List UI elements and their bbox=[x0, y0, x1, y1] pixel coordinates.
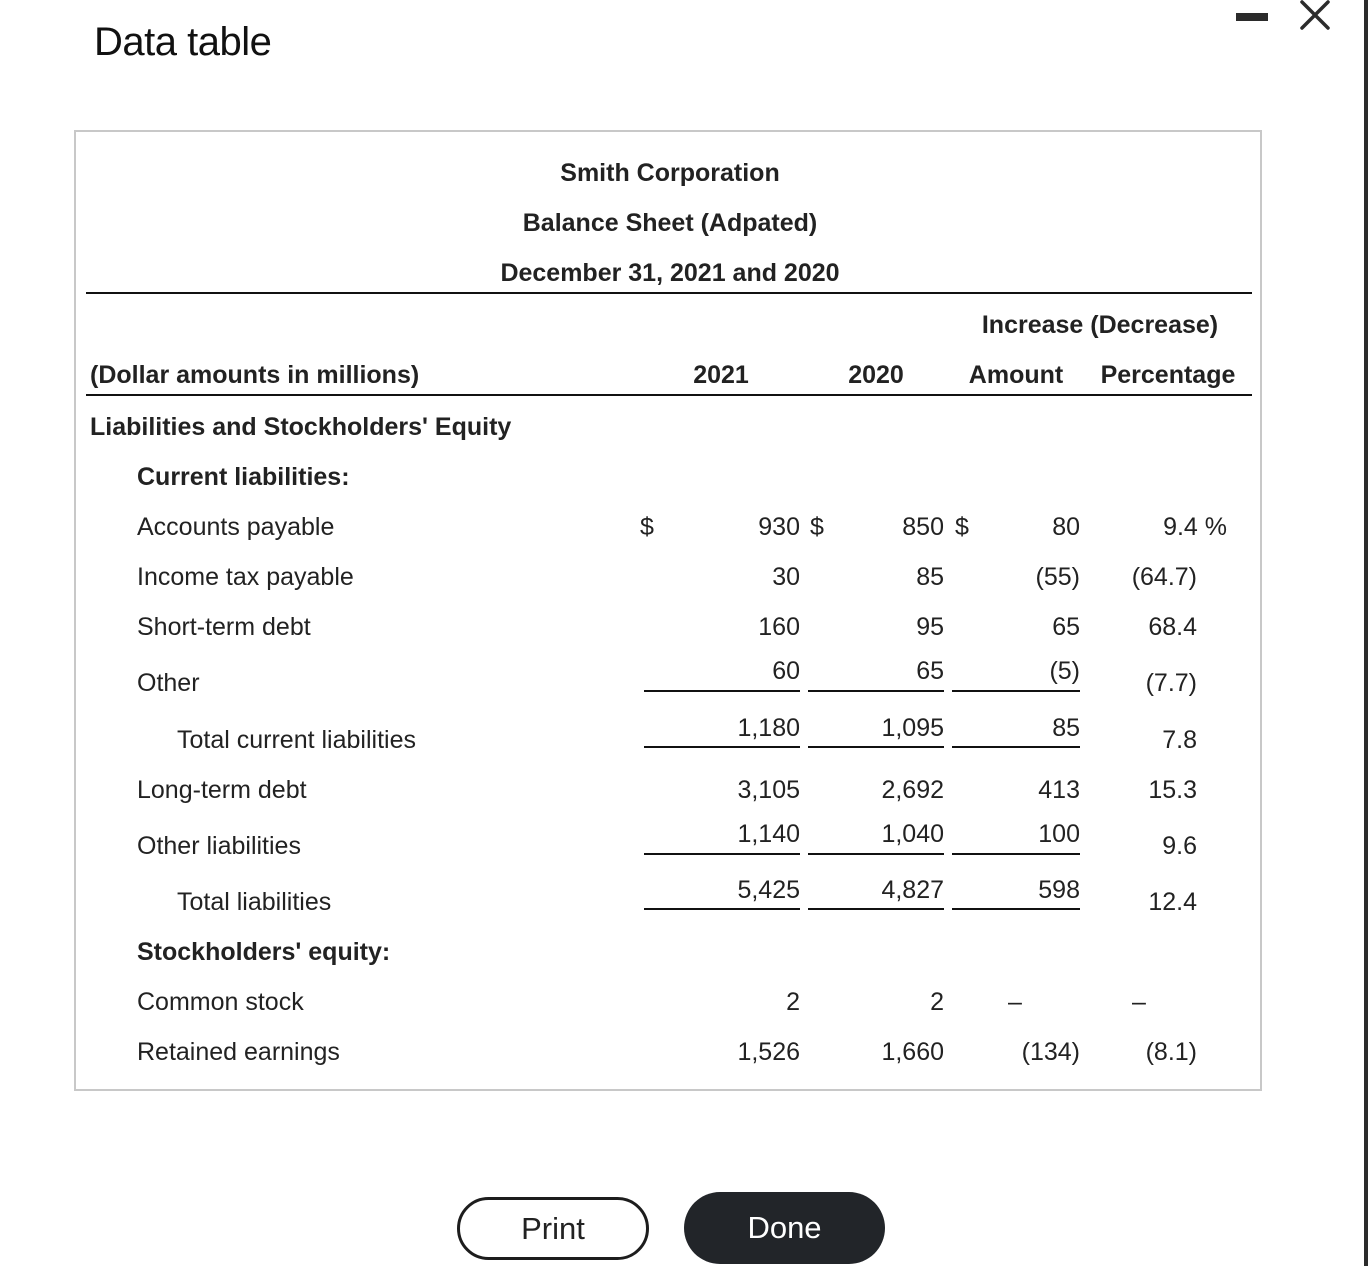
change-percent: 9.4 % bbox=[1163, 513, 1227, 541]
row-label: Other bbox=[137, 669, 200, 697]
change-amount: (55) bbox=[1035, 563, 1080, 591]
value-2020: 2 bbox=[930, 988, 944, 1016]
value-2021: 930 bbox=[758, 513, 800, 541]
subtotal-rule bbox=[644, 853, 800, 855]
change-amount: (134) bbox=[1021, 1038, 1080, 1066]
minimize-icon[interactable] bbox=[1236, 12, 1268, 22]
row-label: Income tax payable bbox=[137, 563, 354, 591]
value-2021: 5,425 bbox=[737, 876, 800, 904]
subtotal-rule bbox=[952, 853, 1080, 855]
value-2021: 1,140 bbox=[737, 820, 800, 848]
subtotal-rule bbox=[808, 853, 944, 855]
change-amount: 413 bbox=[1038, 776, 1080, 804]
section-liabilities-equity: Liabilities and Stockholders' Equity bbox=[90, 413, 512, 441]
change-amount: 85 bbox=[1052, 714, 1080, 742]
change-percent: 12.4 bbox=[1148, 888, 1197, 916]
total-rule bbox=[808, 746, 944, 748]
value-2021: 3,105 bbox=[737, 776, 800, 804]
value-2021: 2 bbox=[786, 988, 800, 1016]
subtotal-rule bbox=[644, 690, 800, 692]
change-amount: 65 bbox=[1052, 613, 1080, 641]
row-label: Short-term debt bbox=[137, 613, 311, 641]
value-2021: 1,180 bbox=[737, 714, 800, 742]
value-2021: 60 bbox=[772, 657, 800, 685]
section-stockholders-equity: Stockholders' equity: bbox=[137, 938, 391, 966]
value-2020: 1,660 bbox=[881, 1038, 944, 1066]
change-percent: 7.8 bbox=[1162, 726, 1197, 754]
value-2020: 4,827 bbox=[881, 876, 944, 904]
done-button[interactable]: Done bbox=[684, 1192, 885, 1264]
value-2021: 30 bbox=[772, 563, 800, 591]
section-current-liabilities: Current liabilities: bbox=[137, 463, 350, 491]
value-2020: 1,040 bbox=[881, 820, 944, 848]
change-percent: 9.6 bbox=[1162, 832, 1197, 860]
statement-period: December 31, 2021 and 2020 bbox=[500, 259, 840, 287]
currency-symbol: $ bbox=[955, 513, 969, 541]
col-amount-header: Amount bbox=[968, 361, 1064, 389]
total-rule bbox=[644, 746, 800, 748]
row-label: Long-term debt bbox=[137, 776, 307, 804]
header-rule bbox=[86, 292, 1252, 294]
increase-decrease-header: Increase (Decrease) bbox=[981, 311, 1219, 339]
print-button[interactable]: Print bbox=[457, 1197, 649, 1260]
subtotal-rule bbox=[952, 690, 1080, 692]
subtotal-rule bbox=[808, 690, 944, 692]
row-label: Retained earnings bbox=[137, 1038, 340, 1066]
row-label: Total current liabilities bbox=[177, 726, 416, 754]
dialog-title: Data table bbox=[94, 20, 272, 64]
close-icon[interactable] bbox=[1296, 0, 1336, 32]
value-2020: 2,692 bbox=[881, 776, 944, 804]
row-label: Total liabilities bbox=[177, 888, 332, 916]
row-label: Accounts payable bbox=[137, 513, 335, 541]
value-2020: 85 bbox=[916, 563, 944, 591]
change-percent: (7.7) bbox=[1145, 669, 1197, 697]
col-2020-header: 2020 bbox=[848, 361, 904, 389]
total-rule bbox=[952, 908, 1080, 910]
currency-symbol: $ bbox=[640, 513, 654, 541]
change-percent: (64.7) bbox=[1131, 563, 1197, 591]
value-2020: 65 bbox=[916, 657, 944, 685]
change-percent: 68.4 bbox=[1148, 613, 1197, 641]
change-amount: 598 bbox=[1038, 876, 1080, 904]
change-amount: 100 bbox=[1038, 820, 1080, 848]
value-2020: 95 bbox=[916, 613, 944, 641]
column-header-rule bbox=[86, 394, 1252, 396]
statement-name: Balance Sheet (Adpated) bbox=[522, 209, 818, 237]
total-rule bbox=[952, 746, 1080, 748]
value-2020: 850 bbox=[902, 513, 944, 541]
window-edge bbox=[1364, 0, 1368, 1266]
row-label: Other liabilities bbox=[137, 832, 301, 860]
company-name: Smith Corporation bbox=[560, 159, 780, 187]
value-2021: 160 bbox=[758, 613, 800, 641]
units-label: (Dollar amounts in millions) bbox=[90, 361, 420, 389]
change-percent: – bbox=[1132, 988, 1146, 1016]
total-rule bbox=[644, 908, 800, 910]
col-2021-header: 2021 bbox=[693, 361, 749, 389]
row-label: Common stock bbox=[137, 988, 304, 1016]
value-2021: 1,526 bbox=[737, 1038, 800, 1066]
balance-sheet-frame[interactable] bbox=[74, 130, 1262, 1091]
change-percent: (8.1) bbox=[1145, 1038, 1197, 1066]
col-percentage-header: Percentage bbox=[1100, 361, 1236, 389]
change-amount: 80 bbox=[1052, 513, 1080, 541]
change-percent: 15.3 bbox=[1148, 776, 1197, 804]
currency-symbol: $ bbox=[810, 513, 824, 541]
balance-sheet-table bbox=[74, 130, 1262, 1091]
value-2020: 1,095 bbox=[881, 714, 944, 742]
change-amount: (5) bbox=[1049, 657, 1080, 685]
total-rule bbox=[808, 908, 944, 910]
change-amount: – bbox=[1008, 988, 1022, 1016]
